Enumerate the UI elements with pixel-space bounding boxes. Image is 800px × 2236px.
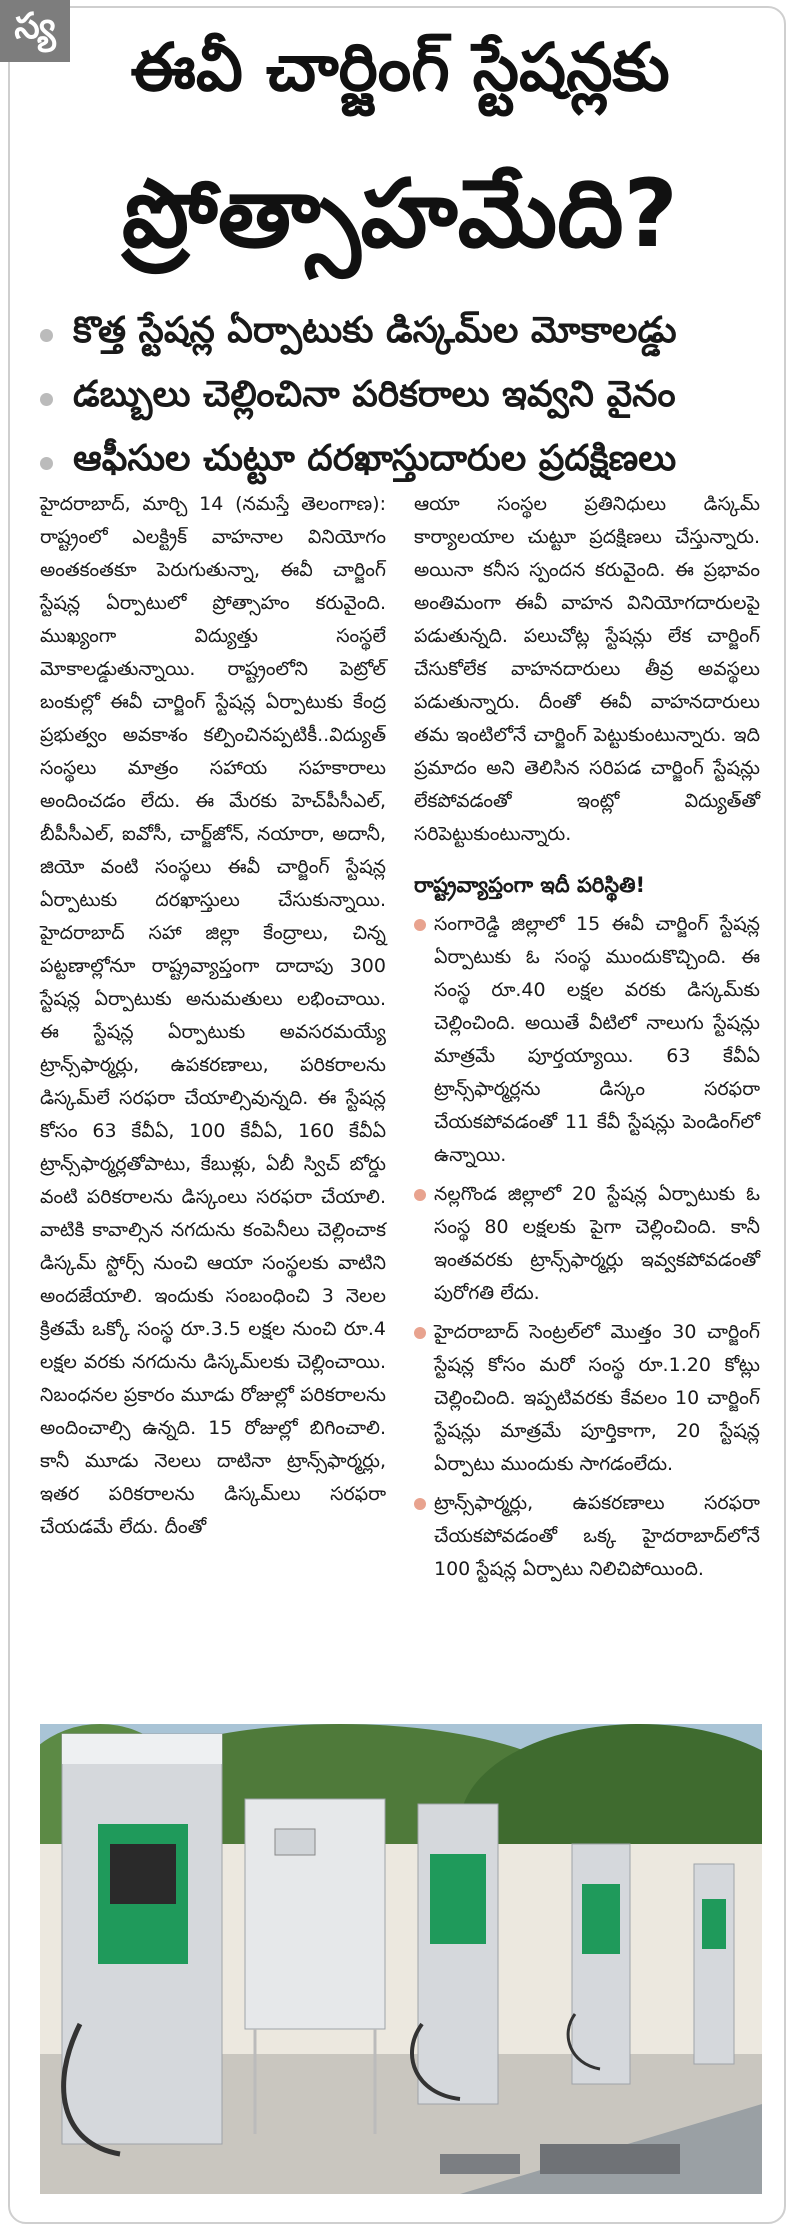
- article-point: [414, 1178, 760, 1310]
- highlight-bullets: [40, 303, 760, 495]
- bullet-text: కొత్త స్టేషన్ల ఏర్పాటుకు డిస్కమ్‌ల మోకాలడ్డు: [73, 310, 677, 351]
- point-dot-icon: [414, 1189, 426, 1201]
- bullet-dot-icon: [40, 393, 53, 406]
- charger-unit: [568, 1844, 630, 2084]
- article-column-2: [414, 488, 760, 1708]
- article-point: [414, 1487, 760, 1586]
- bullet-text: ఆఫీసుల చుట్టూ దరఖాస్తుదారుల ప్రదక్షిణలు: [73, 438, 677, 479]
- charger-unit: [412, 1804, 498, 2104]
- article-point: [414, 1316, 760, 1481]
- point-dot-icon: [414, 1498, 426, 1510]
- section-tab-label: స్య: [14, 6, 56, 47]
- highlight-bullet: [40, 367, 760, 431]
- highlight-bullet: [40, 303, 760, 367]
- bullet-dot-icon: [40, 329, 53, 342]
- point-dot-icon: [414, 919, 426, 931]
- article-column-1: [40, 488, 386, 1708]
- point-dot-icon: [414, 1327, 426, 1339]
- charger-unit: [694, 1864, 734, 2064]
- point-text: ట్రాన్స్‌ఫార్మర్లు, ఉపకరణాలు సరఫరా చేయకపోవడంతో ఒక్క హైదరాబాద్‌లోనే 100 స్టేషన్ల ఏర్పాటు నిలిచిపోయింది.: [434, 1492, 760, 1580]
- point-text: హైదరాబాద్ సెంట్రల్‌లో మొత్తం 30 చార్జింగ్ స్టేషన్ల కోసం మరో సంస్థ రూ.1.20 కోట్లు చెల్లించింది. ఇప్పటివరకు కేవలం 10 చార్జింగ్ స్టేషన్లు మాత్రమే పూర్తికాగా, 20 స్టేషన్ల ఏర్పాటు ముందుకు సాగడంలేదు.: [434, 1321, 760, 1475]
- article-body: [40, 488, 760, 1708]
- article-paragraph: హైదరాబాద్, మార్చి 14 (నమస్తే తెలంగాణ): రాష్ట్రంలో ఎలక్ట్రిక్ వాహనాల వినియోగం అంతకంతకూ పెరుగుతున్నా, ఈవీ చార్జింగ్ స్టేషన్ల ఏర్పాటులో ప్రోత్సాహం కరువైంది. ముఖ్యంగా విద్యుత్తు సంస్థలే మోకాలడ్డుతున్నాయి. రాష్ట్రంలోని పెట్రోల్ బంకుల్లో ఈవీ చార్జింగ్ స్టేషన్ల ఏర్పాటుకు కేంద్ర ప్రభుత్వం అవకాశం కల్పించినప్పటికీ..విద్యుత్ సంస్థలు మాత్రం సహాయ సహకారాలు అందించడం లేదు. ఈ మేరకు హెచ్‌పీసీఎల్, బీపీసీఎల్, ఐవోసీ, చార్జ్‌జోన్, నయారా, అదానీ, జియో వంటి సంస్థలు ఈవీ చార్జింగ్ స్టేషన్ల ఏర్పాటుకు దరఖాస్తులు చేసుకున్నాయి. హైదరాబాద్ సహా జిల్లా కేంద్రాలు, చిన్న పట్టణాల్లోనూ రాష్ట్రవ్యాప్తంగా దాదాపు 300 స్టేషన్ల ఏర్పాటుకు అనుమతులు లభించాయి. ఈ స్టేషన్ల ఏర్పాటుకు అవసరమయ్యే ట్రాన్స్‌ఫార్మర్లు, ఉపకరణాలు, పరికరాలను డిస్కమ్‌లే సరఫరా చేయాల్సివున్నది. ఈ స్టేషన్ల కోసం 63 కేవీఏ, 100 కేవీఏ, 160 కేవీఏ ట్రాన్స్‌ఫార్మర్లతోపాటు, కేబుళ్లు, ఏబీ స్విచ్ బోర్డు వంటి పరికరాలను డిస్కంలు సరఫరా చేయాలి. వాటికి కావాల్సిన నగదును కంపెనీలు చెల్లించాక డిస్కమ్ స్టోర్స్ నుంచి ఆయా సంస్థలకు వాటిని అందజేయాలి. ఇందుకు సంబంధించి 3 నెలల క్రితమే ఒక్కో సంస్థ రూ.3.5 లక్షల నుంచి రూ.4 లక్షల వరకు నగదును డిస్కమ్‌లకు చెల్లించాయి. నిబంధనల ప్రకారం మూడు రోజుల్లో పరికరాలను అందించాల్సి ఉన్నది. 15 రోజుల్లో బిగించాలి. కానీ మూడు నెలలు దాటినా ట్రాన్స్‌ఫార్మర్లు, ఇతర పరికరాలను డిస్కమ్‌లు సరఫరా చేయడమే లేదు. దీంతో: [40, 493, 386, 1538]
- charger-unit: [62, 1734, 222, 2154]
- point-text: నల్లగొండ జిల్లాలో 20 స్టేషన్ల ఏర్పాటుకు ఓ సంస్థ 80 లక్షలకు పైగా చెల్లించింది. కానీ ఇంతవరకు ట్రాన్స్‌ఫార్మర్లు ఇవ్వకపోవడంతో పురోగతి లేదు.: [434, 1183, 760, 1304]
- article-point: [414, 908, 760, 1172]
- highlight-bullet: [40, 431, 760, 495]
- point-text: సంగారెడ్డి జిల్లాలో 15 ఈవీ చార్జింగ్ స్టేషన్ల ఏర్పాటుకు ఓ సంస్థ ముందుకొచ్చింది. ఈ సంస్థ రూ.40 లక్షల వరకు డిస్కమ్‌కు చెల్లించింది. అయితే వీటిలో నాలుగు స్టేషన్లు మాత్రమే పూర్తయ్యాయి. 63 కేవీఏ ట్రాన్స్‌ఫార్మర్లను డిస్కం సరఫరా చేయకపోవడంతో 11 కేవీ స్టేషన్లు పెండింగ్‌లో ఉన్నాయి.: [434, 913, 760, 1166]
- headline-line-2: ప్రోత్సాహమేది?: [122, 160, 678, 269]
- charging-stations-illustration: [40, 1724, 762, 2194]
- article-paragraph: ఆయా సంస్థల ప్రతినిధులు డిస్కమ్ కార్యాలయాల చుట్టూ ప్రదక్షిణలు చేస్తున్నారు. అయినా కనీస స్పందన కరువైంది. ఈ ప్రభావం అంతిమంగా ఈవీ వాహన వినియోగదారులపై పడుతున్నది. పలుచోట్ల స్టేషన్లు లేక చార్జింగ్ చేసుకోలేక వాహనదారులు తీవ్ర అవస్థలు పడుతున్నారు. దీంతో ఈవీ వాహనదారులు తమ ఇంటిలోనే చార్జింగ్ పెట్టుకుంటున్నారు. ఇది ప్రమాదం అని తెలిసిన సరిపడ చార్జింగ్ స్టేషన్లు లేకపోవడంతో ఇంట్లో విద్యుత్‌తో సరిపెట్టుకుంటున్నారు.: [414, 493, 760, 845]
- bullet-text: డబ్బులు చెల్లించినా పరికరాలు ఇవ్వని వైనం: [73, 374, 676, 415]
- charging-stations-photo: [40, 1724, 762, 2194]
- article-subheading: రాష్ట్రవ్యాప్తంగా ఇదీ పరిస్థితి!: [414, 873, 646, 897]
- bullet-dot-icon: [40, 457, 53, 470]
- headline-line-1: ఈవీ చార్జింగ్ స్టేషన్లకు: [130, 29, 670, 106]
